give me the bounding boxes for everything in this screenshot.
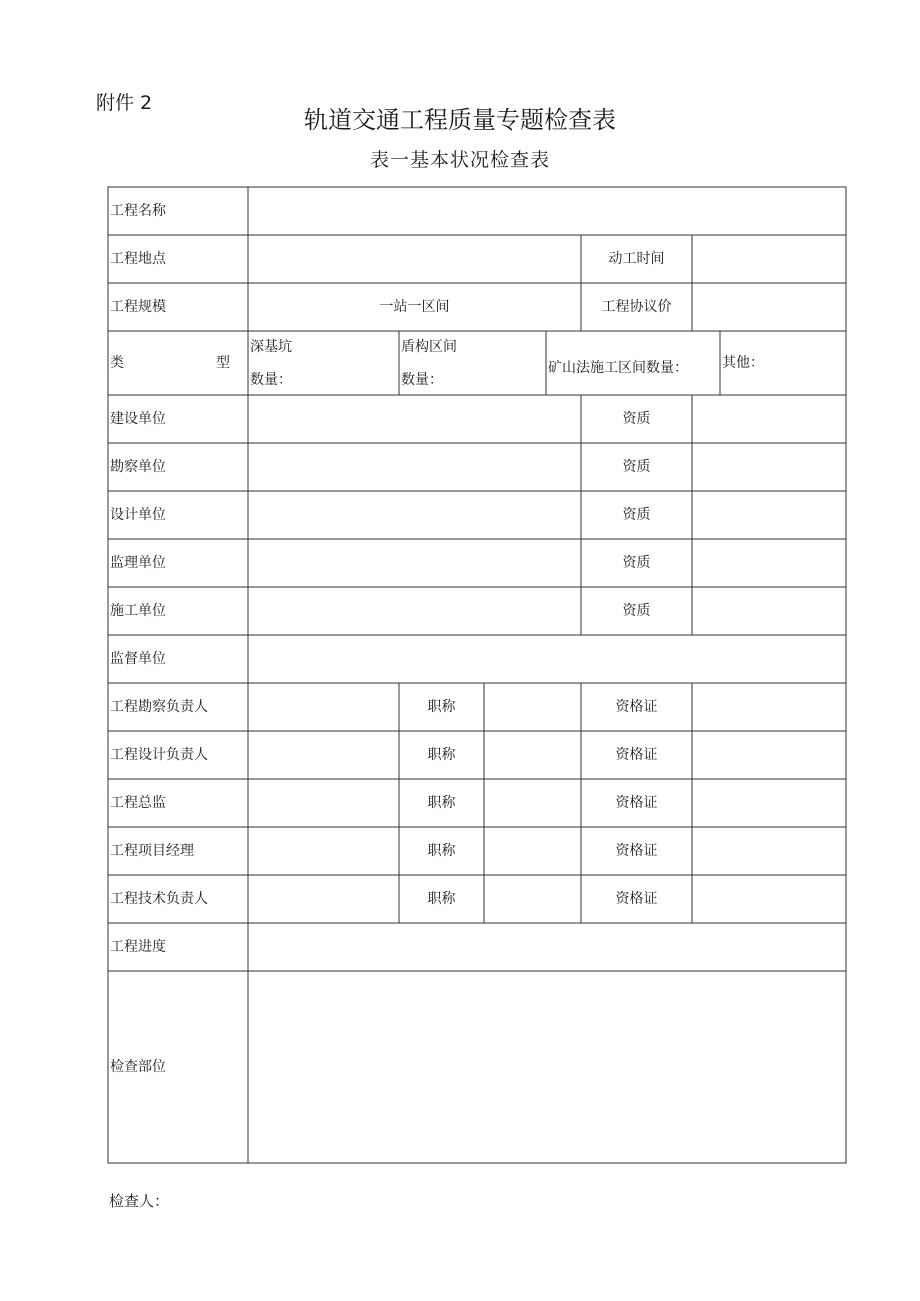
label-project-name: 工程名称: [110, 203, 166, 219]
label-oversight-unit: 监督单位: [110, 651, 166, 667]
label-qualification: 资质: [622, 507, 651, 523]
label-supervision-unit: 监理单位: [110, 555, 166, 571]
page-subtitle: 表一基本状况检查表: [369, 149, 550, 171]
label-qualification: 资质: [622, 459, 651, 475]
label-certificate: 资格证: [615, 747, 658, 763]
label-type-right: 型: [216, 355, 230, 371]
label-design-lead: 工程设计负责人: [110, 747, 208, 763]
label-tech-lead: 工程技术负责人: [110, 891, 208, 907]
label-deep-pit: 深基坑: [250, 339, 292, 355]
label-chief-supervisor: 工程总监: [110, 795, 166, 811]
label-design-unit: 设计单位: [110, 507, 166, 523]
label-shield-section: 盾构区间: [401, 339, 457, 355]
label-survey-lead: 工程勘察负责人: [110, 699, 208, 715]
label-project-scale: 工程规模: [110, 299, 166, 315]
label-certificate: 资格证: [615, 891, 658, 907]
inspector-label: 检查人：: [109, 1192, 170, 1210]
page-title: 轨道交通工程质量专题检查表: [304, 106, 616, 134]
label-certificate: 资格证: [615, 843, 658, 859]
label-qualification: 资质: [622, 555, 651, 571]
label-qualification: 资质: [622, 603, 651, 619]
label-shield-count: 数量：: [401, 372, 443, 388]
label-title: 职称: [427, 891, 456, 907]
value-project-scale: 一站一区间: [379, 299, 450, 315]
label-title: 职称: [427, 747, 456, 763]
label-title: 职称: [427, 843, 456, 859]
label-qualification: 资质: [622, 411, 651, 427]
label-certificate: 资格证: [615, 795, 658, 811]
label-start-time: 动工时间: [608, 251, 665, 267]
table-border: [108, 187, 846, 1163]
label-project-manager: 工程项目经理: [110, 843, 194, 859]
label-other: 其他：: [722, 355, 764, 371]
label-deep-pit-count: 数量：: [250, 372, 292, 388]
label-progress: 工程进度: [110, 939, 166, 955]
label-title: 职称: [427, 699, 456, 715]
label-type-left: 类: [110, 355, 124, 371]
label-title: 职称: [427, 795, 456, 811]
label-survey-unit: 勘察单位: [110, 459, 166, 475]
label-construction-unit: 建设单位: [110, 411, 166, 427]
label-mining-section: 矿山法施工区间数量：: [548, 360, 688, 376]
label-contract-price: 工程协议价: [601, 299, 672, 315]
label-project-location: 工程地点: [110, 251, 166, 267]
label-builder-unit: 施工单位: [110, 603, 166, 619]
label-inspection-parts: 检查部位: [110, 1059, 166, 1075]
label-certificate: 资格证: [615, 699, 658, 715]
attachment-label: 附件 2: [96, 92, 153, 114]
